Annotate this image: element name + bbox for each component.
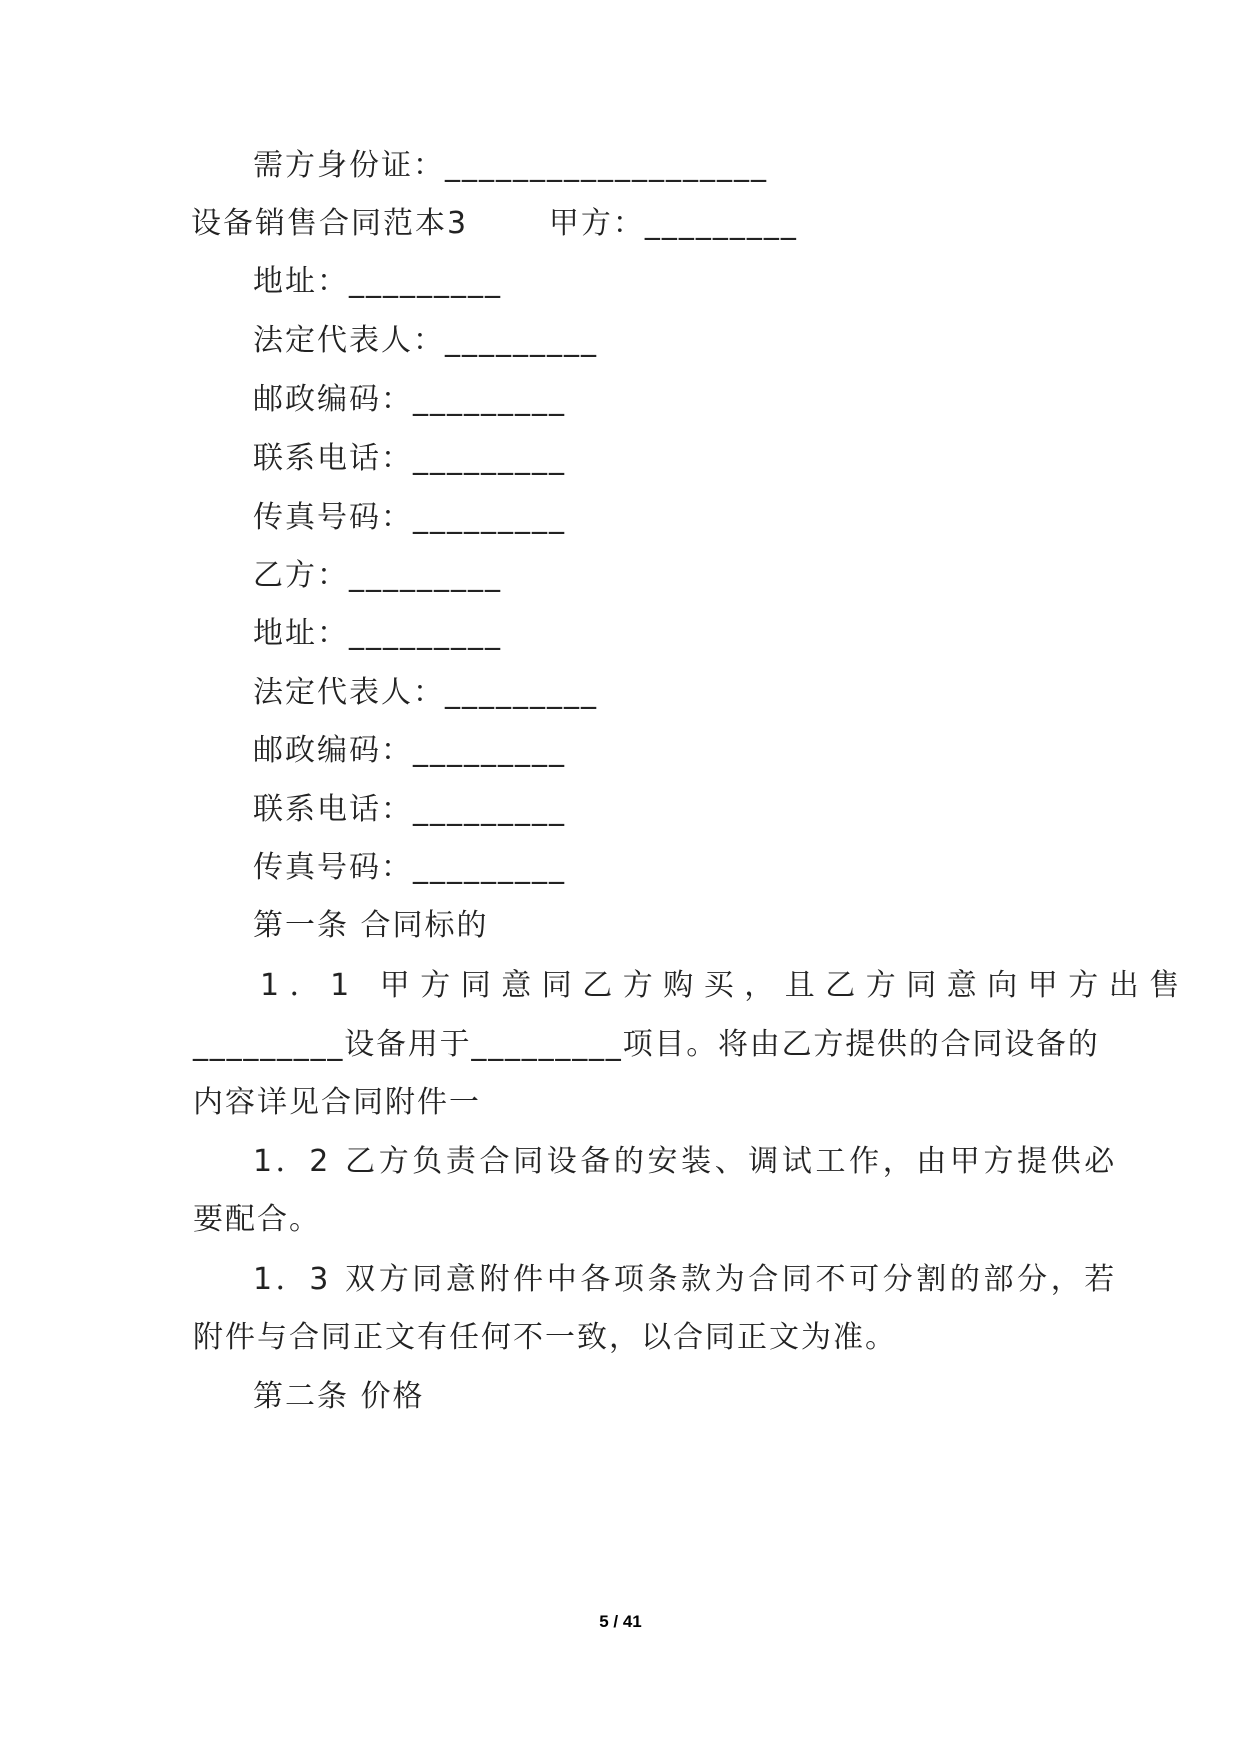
party-a-address-line: 地址：_________ (253, 264, 502, 299)
clause-1-2-line-1: 1．2 乙方负责合同设备的安装、调试工作，由甲方提供必 (253, 1144, 1118, 1179)
clause-1-1-line-1: 1．1 甲方同意同乙方购买，且乙方同意向甲方出售 (260, 968, 1190, 1003)
party-b-fax-line: 传真号码：_________ (253, 850, 566, 885)
page-number: 5 / 41 (599, 1612, 642, 1631)
article-1-heading: 第一条 合同标的 (253, 908, 489, 943)
party-a-postcode-line: 邮政编码：_________ (253, 382, 566, 417)
clause-1-2-line-2: 要配合。 (193, 1202, 321, 1237)
party-b-line: 乙方：_________ (253, 558, 502, 593)
party-a-phone-line: 联系电话：_________ (253, 441, 566, 476)
article-2-heading: 第二条 价格 (253, 1379, 425, 1414)
clause-1-3-line-1: 1．3 双方同意附件中各项条款为合同不可分割的部分，若 (253, 1262, 1118, 1297)
party-b-phone-line: 联系电话：_________ (253, 792, 566, 827)
clause-1-3-line-2: 附件与合同正文有任何不一致，以合同正文为准。 (193, 1320, 897, 1355)
party-b-address-line: 地址：_________ (253, 616, 502, 651)
party-b-postcode-line: 邮政编码：_________ (253, 733, 566, 768)
clause-1-1-line-3: 内容详见合同附件一 (193, 1085, 481, 1120)
contract-title-party-a-line: 设备销售合同范本3 甲方：_________ (191, 206, 798, 241)
party-a-representative-line: 法定代表人：_________ (253, 323, 598, 358)
clause-1-1-line-2: _________设备用于_________项目。将由乙方提供的合同设备的 (193, 1027, 1100, 1062)
party-b-representative-line: 法定代表人：_________ (253, 675, 598, 710)
party-a-fax-line: 传真号码：_________ (253, 500, 566, 535)
buyer-id-line: 需方身份证：___________________ (253, 148, 768, 183)
